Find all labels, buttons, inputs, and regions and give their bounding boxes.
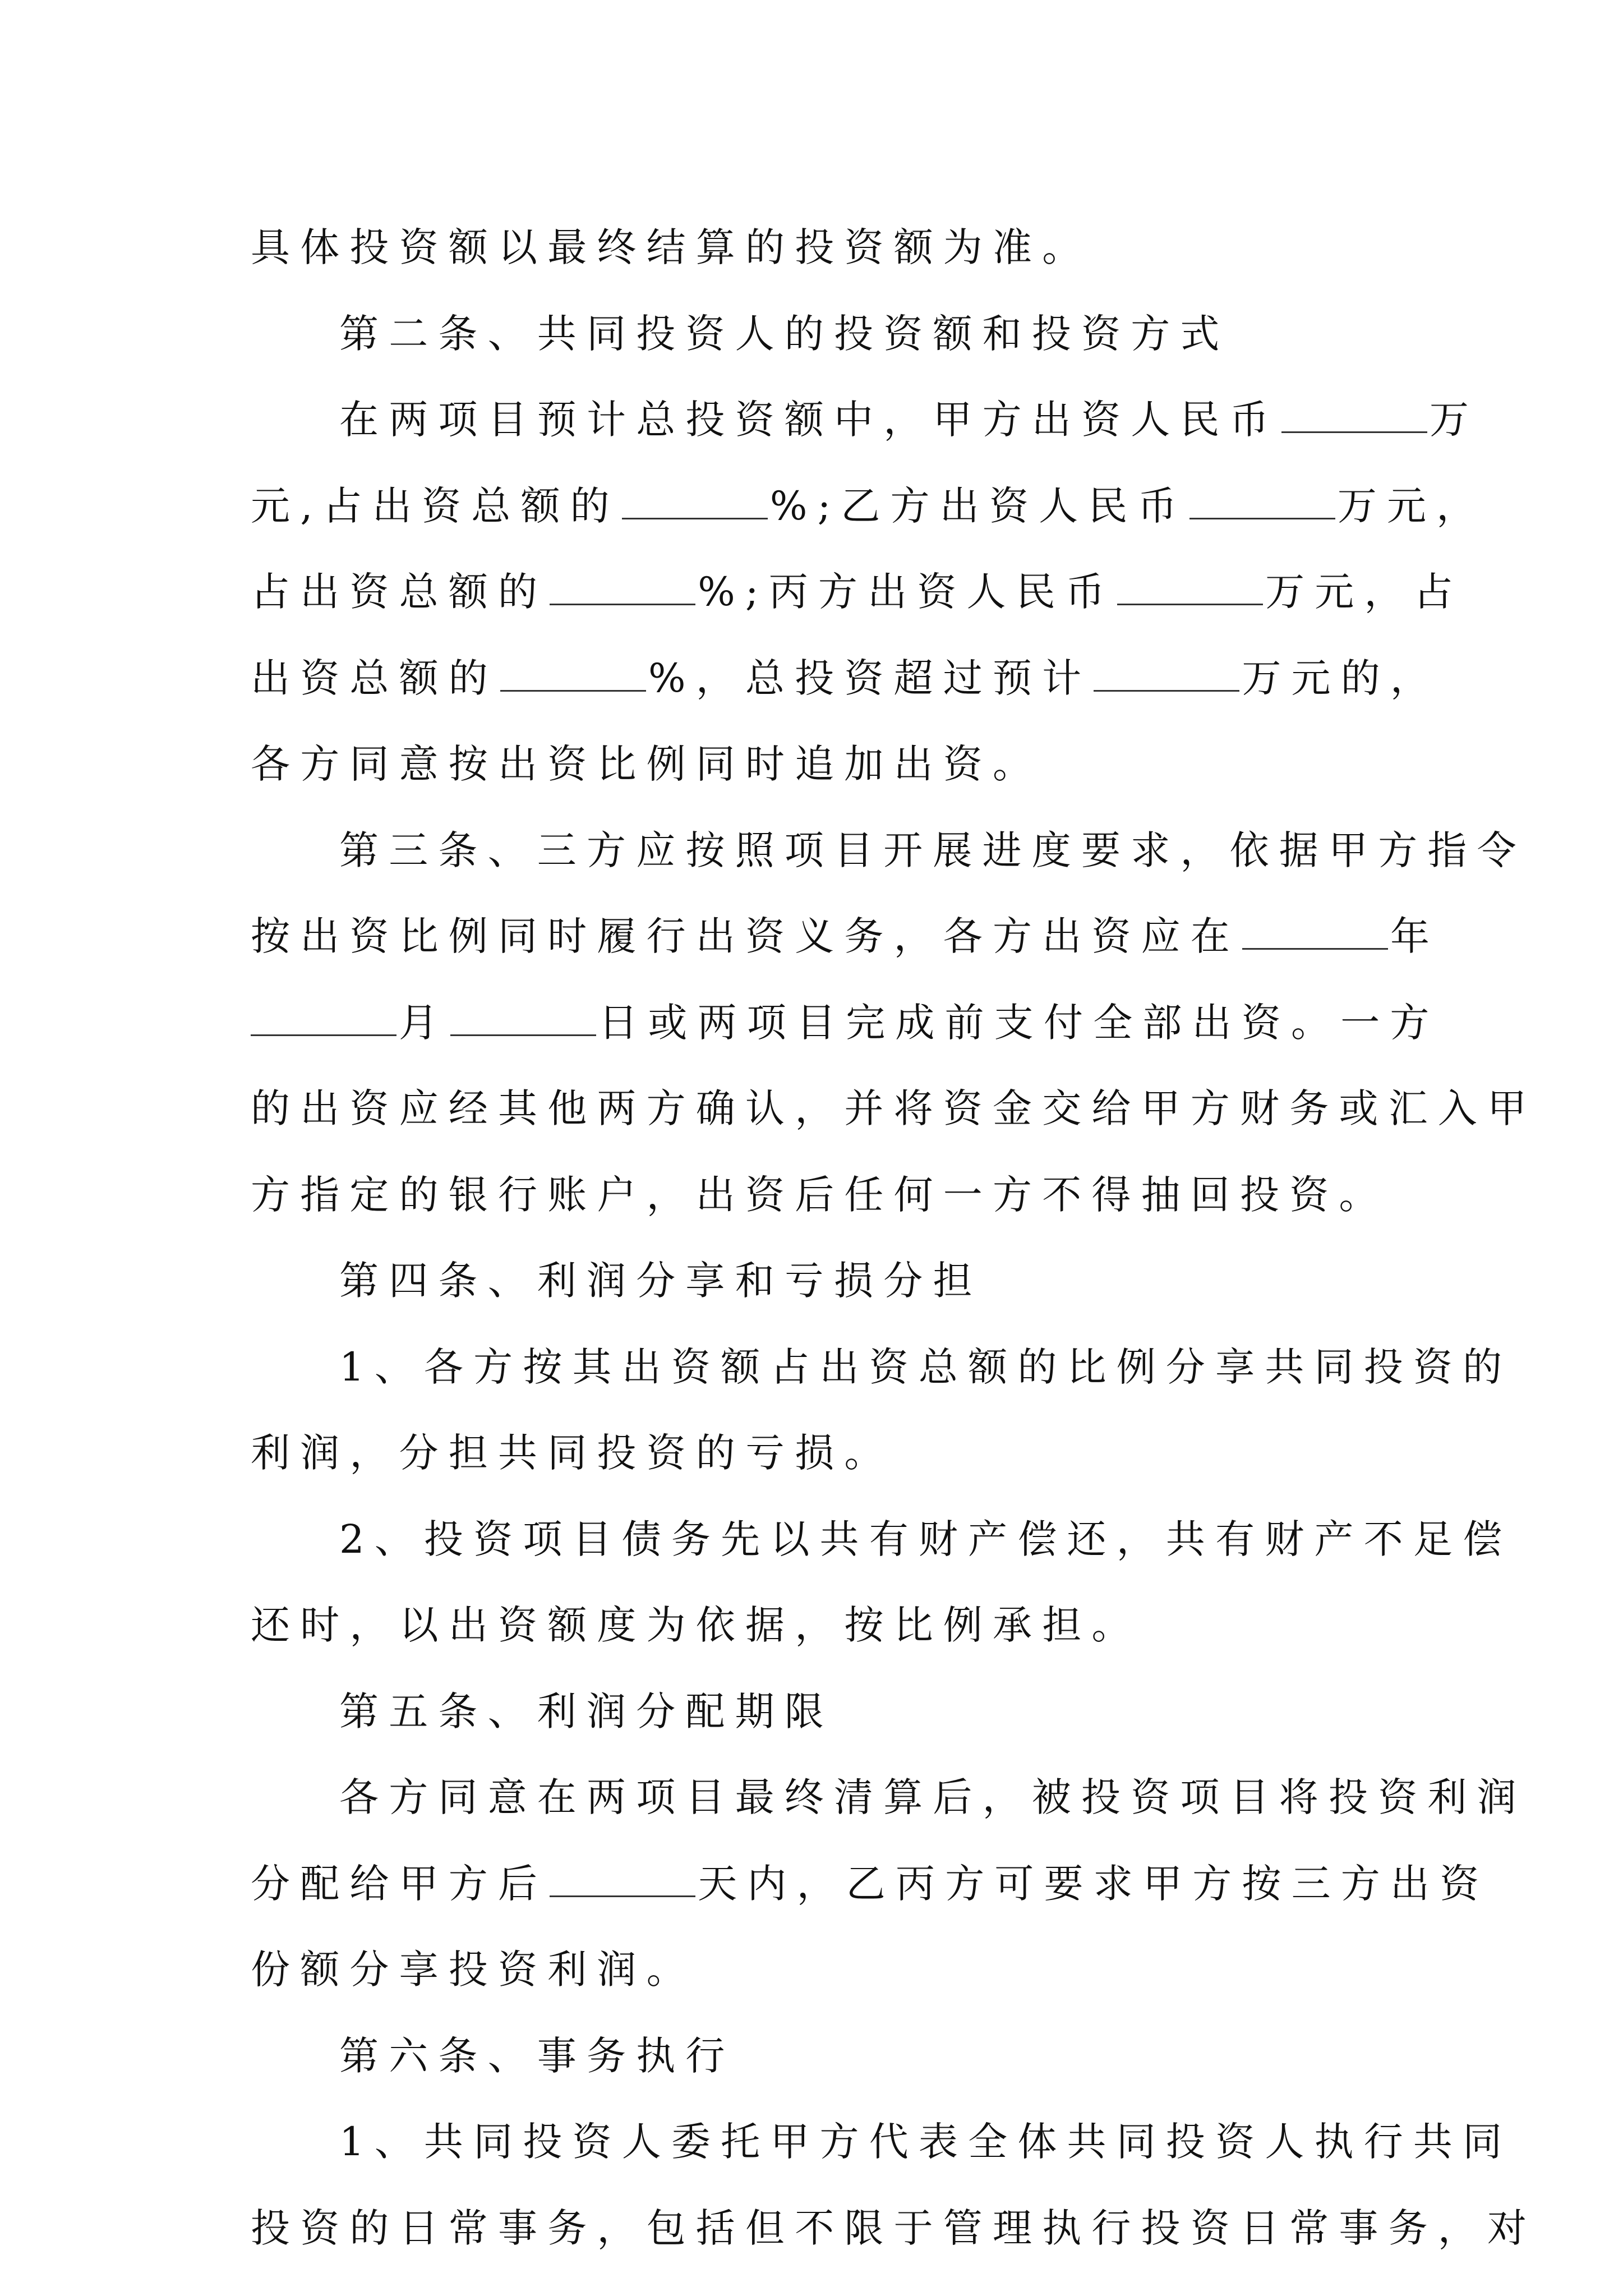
paragraph-text: 按出资比例同时履行出资义务，各方出资应在 [251, 913, 1240, 959]
paragraph-text: 万元的， [1242, 655, 1440, 701]
article-heading [251, 808, 1527, 894]
text-line [251, 549, 1463, 636]
text-line [251, 980, 1440, 1066]
paragraph-text: 年 [1390, 913, 1440, 959]
paragraph-text: 投资的日常事务，包括但不限于管理执行投资日常事务，对 [251, 2205, 1537, 2251]
paragraph-text: 2、投资项目债务先以共有财产偿还，共有财产不足偿 [339, 1516, 1513, 1562]
article-heading [251, 291, 1384, 378]
heading-text: 第四条、利润分享和亏损分担 [339, 1258, 983, 1304]
paragraph-text: 在两项目预计总投资额中，甲方出资人民币 [339, 397, 1279, 443]
text-line [251, 463, 1486, 550]
fill-in-blank[interactable] [1281, 399, 1427, 433]
fill-in-blank[interactable] [550, 1863, 695, 1897]
text-line [251, 894, 1440, 980]
text-line [251, 2099, 1513, 2185]
fill-in-blank[interactable] [1094, 657, 1239, 692]
paragraph-text: 份额分享投资利润。 [251, 1947, 696, 1993]
text-line [251, 1841, 1490, 1927]
article-heading [251, 2013, 1384, 2100]
fill-in-blank[interactable] [251, 1002, 396, 1036]
paragraph-text: 万元，占 [1265, 569, 1463, 615]
paragraph-text: %，总投资超过预计 [648, 655, 1092, 701]
paragraph-text: 占出资总额的 [251, 569, 548, 615]
text-line [251, 636, 1440, 722]
text-line [251, 205, 1384, 291]
article-heading [251, 1238, 1384, 1324]
text-line [251, 1755, 1527, 1841]
paragraph-text: 各方同意按出资比例同时追加出资。 [251, 741, 1043, 787]
contract-body [251, 205, 1537, 2271]
fill-in-blank[interactable] [1189, 485, 1335, 519]
text-line [251, 1497, 1513, 1583]
fill-in-blank[interactable] [550, 571, 695, 605]
paragraph-text: 日或两项目完成前支付全部出资。一方 [598, 999, 1440, 1046]
paragraph-text: %;乙方出资人民币 [769, 482, 1187, 529]
heading-text: 第三条、三方应按照项目开展进度要求，依据甲方指令 [339, 827, 1527, 873]
paragraph-text: %;丙方出资人民币 [698, 569, 1115, 615]
fill-in-blank[interactable] [1242, 915, 1388, 950]
paragraph-text: 月 [399, 999, 449, 1046]
fill-in-blank[interactable] [450, 1002, 596, 1036]
paragraph-text: 万 [1429, 397, 1479, 443]
text-line [251, 1152, 1389, 1239]
text-line [251, 1324, 1513, 1411]
fill-in-blank[interactable] [500, 657, 646, 692]
text-line [251, 1927, 1384, 2013]
text-line [251, 721, 1384, 808]
fill-in-blank[interactable] [1117, 571, 1263, 605]
fill-in-blank[interactable] [622, 485, 768, 519]
paragraph-text: 还时，以出资额度为依据，按比例承担。 [251, 1602, 1141, 1648]
text-line [251, 1582, 1384, 1669]
article-heading [251, 1669, 1384, 1755]
paragraph-text: 1、各方按其出资额占出资总额的比例分享共同投资的 [339, 1343, 1513, 1390]
heading-text: 第二条、共同投资人的投资额和投资方式 [339, 310, 1230, 357]
paragraph-text: 分配给甲方后 [251, 1860, 548, 1907]
heading-text: 第六条、事务执行 [339, 2032, 735, 2079]
paragraph-text: 具体投资额以最终结算的投资额为准。 [251, 224, 1092, 270]
paragraph-text: 出资总额的 [251, 655, 498, 701]
text-line [251, 2185, 1537, 2272]
paragraph-text: 万元， [1337, 482, 1486, 529]
heading-text: 第五条、利润分配期限 [339, 1688, 834, 1734]
paragraph-text: 的出资应经其他两方确认，并将资金交给甲方财务或汇入甲 [251, 1085, 1537, 1131]
paragraph-text: 元,占出资总额的 [251, 482, 620, 529]
paragraph-text: 方指定的银行账户，出资后任何一方不得抽回投资。 [251, 1171, 1389, 1218]
text-line [251, 377, 1479, 463]
text-line [251, 1066, 1537, 1152]
paragraph-text: 天内，乙丙方可要求甲方按三方出资 [698, 1860, 1490, 1907]
text-line [251, 1410, 1384, 1497]
paragraph-text: 利润，分担共同投资的亏损。 [251, 1430, 894, 1476]
paragraph-text: 各方同意在两项目最终清算后，被投资项目将投资利润 [339, 1774, 1527, 1820]
paragraph-text: 1、共同投资人委托甲方代表全体共同投资人执行共同 [339, 2119, 1513, 2165]
